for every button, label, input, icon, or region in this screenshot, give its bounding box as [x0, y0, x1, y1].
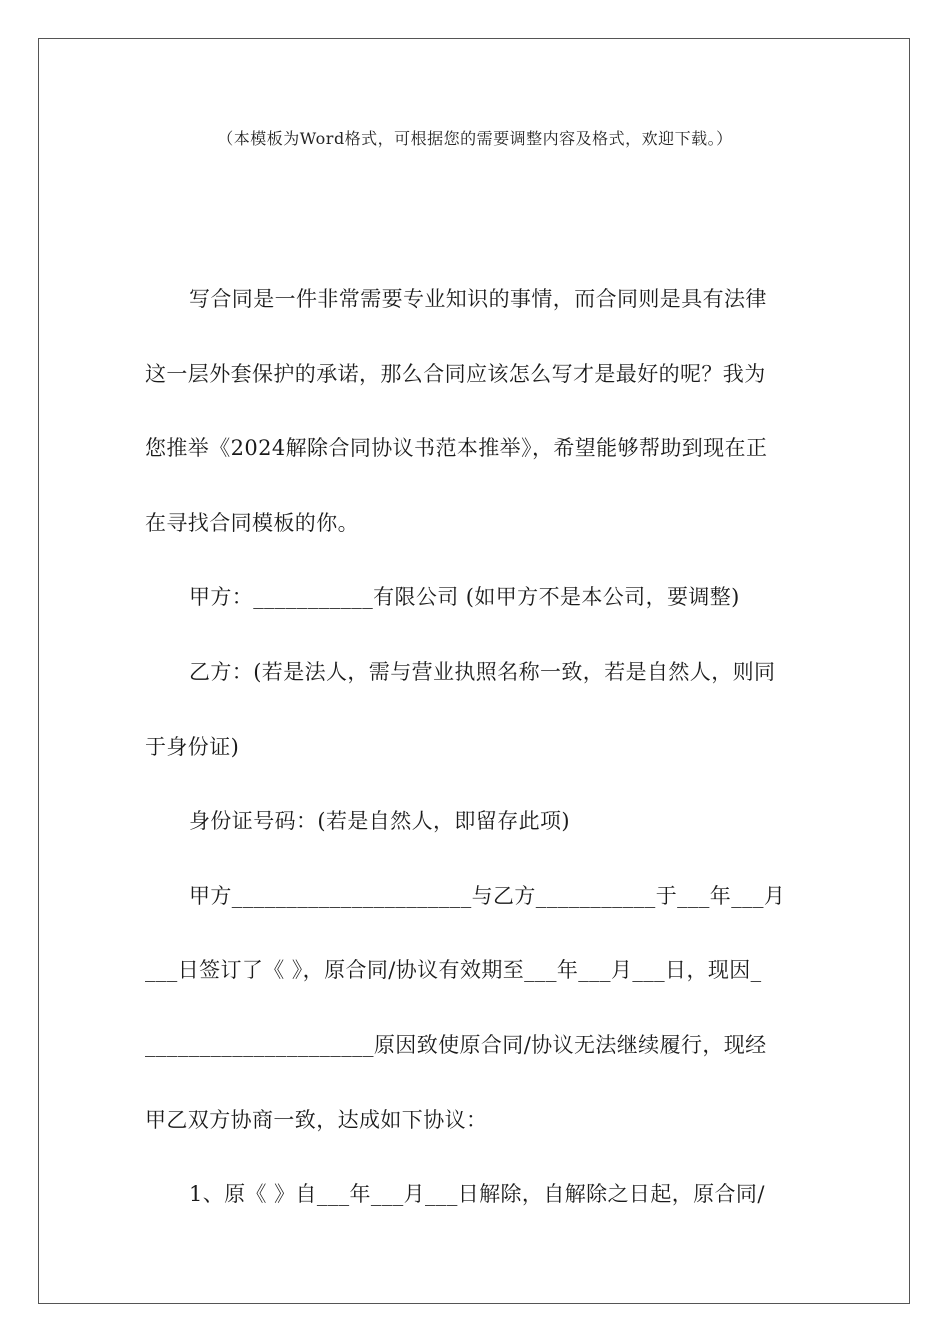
- body-line: 写合同是一件非常需要专业知识的事情，而合同则是具有法律: [189, 287, 767, 311]
- body-line: _____________________原因致使原合同/协议无法继续履行，现经: [145, 1032, 767, 1057]
- document-body: [145, 262, 810, 1232]
- body-line: 在寻找合同模板的你。: [145, 510, 359, 535]
- body-line: 甲乙双方协商一致，达成如下协议：: [145, 1107, 488, 1132]
- body-line: 您推举《2024解除合同协议书范本推举》，希望能够帮助到现在正: [145, 436, 768, 461]
- party-b-line: 乙方：(若是法人，需与营业执照名称一致，若是自然人，则同: [189, 659, 776, 684]
- body-line: 这一层外套保护的承诺，那么合同应该怎么写才是最好的呢？我为: [145, 361, 766, 386]
- body-line: 甲方______________________与乙方___________于___年___月: [189, 883, 786, 908]
- id-number-line: 身份证号码：(若是自然人，即留存此项): [189, 809, 570, 834]
- clause-1-line: 1、原《 》自___年___月___日解除，自解除之日起，原合同/: [189, 1182, 765, 1207]
- body-line: ___日签订了《 》，原合同/协议有效期至___年___月___日，现因_: [145, 958, 762, 983]
- template-note: （本模板为Word格式，可根据您的需要调整内容及格式，欢迎下载。）: [217, 129, 733, 148]
- party-a-line: 甲方：___________有限公司 (如甲方不是本公司，要调整): [189, 585, 740, 610]
- body-line: 于身份证): [145, 734, 240, 759]
